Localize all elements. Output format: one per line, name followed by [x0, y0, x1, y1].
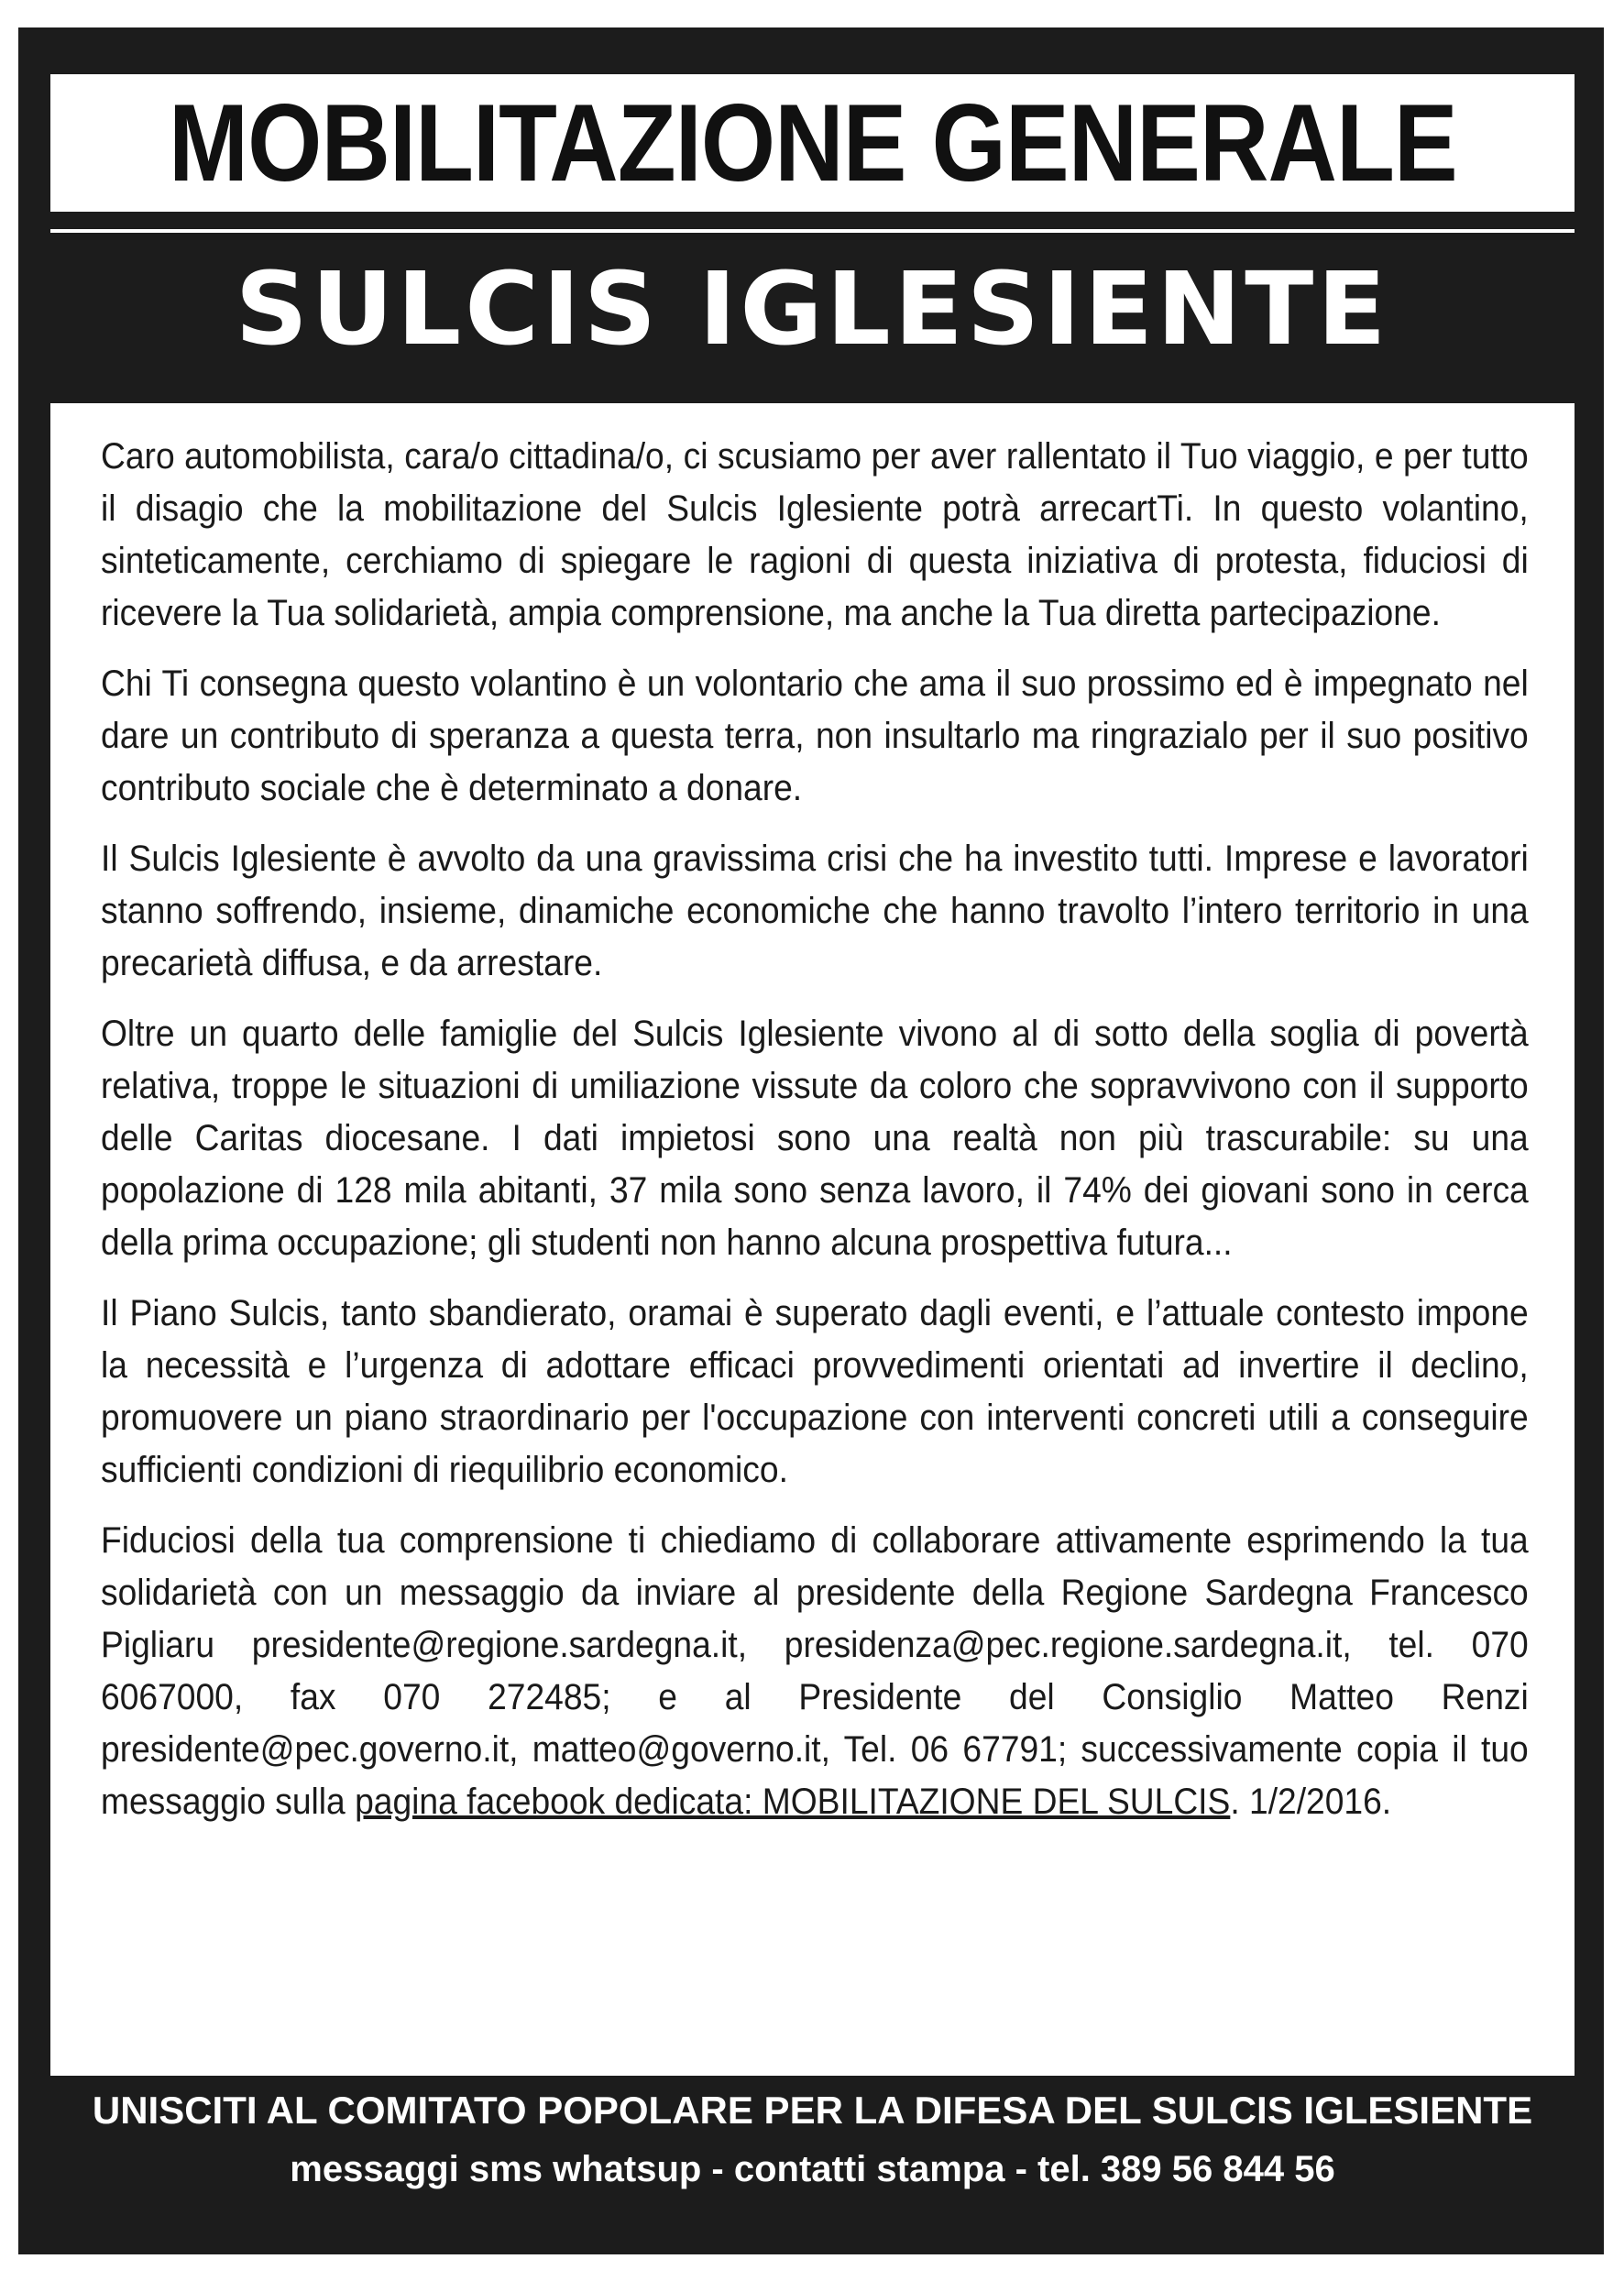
title-banner	[50, 74, 1575, 212]
date-text: . 1/2/2016.	[1230, 1782, 1392, 1822]
title-divider	[50, 229, 1575, 233]
body-text-box	[50, 403, 1575, 2076]
facebook-page-link[interactable]: pagina facebook dedicata: MOBILITAZIONE DEL SULCIS	[355, 1782, 1231, 1822]
footer-contacts: messaggi sms whatsup - contatti stampa - tel. 389 56 844 56	[290, 2149, 1335, 2189]
paragraph-poverty: Oltre un quarto delle famiglie del Sulcis Iglesiente vivono al di sotto della soglia di povertà relativa, troppe le situazioni di umiliazione vissute da coloro che sopravvivono con il supporto delle Caritas diocesane. I dati impietosi sono una realtà non più trascurabile: su una popolazione di 128 mila abitanti, 37 mila sono senza lavoro, il 74% dei giovani sono in cerca della prima occupazione; gli studenti non hanno alcuna prospettiva futura...	[101, 1014, 1529, 1263]
footer-headline: UNISCITI AL COMITATO POPOLARE PER LA DIFESA DEL SULCIS IGLESIENTE	[92, 2089, 1533, 2132]
page-subtitle: SULCIS IGLESIENTE	[235, 250, 1390, 367]
paragraph-crisis: Il Sulcis Iglesiente è avvolto da una gravissima crisi che ha investito tutti. Imprese e lavoratori stanno soffrendo, insieme, dinamiche economiche che hanno travolto l’intero territorio in una precarietà diffusa, e da arrestare.	[101, 839, 1529, 983]
paragraph-volunteer: Chi Ti consegna questo volantino è un volontario che ama il suo prossimo ed è impegnato nel dare un contributo di speranza a questa terra, non insultarlo ma ringrazialo per il suo positivo contributo sociale che è determinato a donare.	[101, 663, 1529, 808]
paragraph-call-to-action	[101, 1515, 1529, 1828]
paragraph-piano-sulcis: Il Piano Sulcis, tanto sbandierato, oramai è superato dagli eventi, e l’attuale contesto impone la necessità e l’urgenza di adottare efficaci provvedimenti orientati ad invertire il declino, promuovere un piano straordinario per l'occupazione con interventi concreti utili a conseguire sufficienti condizioni di riequilibrio economico.	[101, 1293, 1529, 1490]
call-to-action-text: Fiduciosi della tua comprensione ti chiediamo di collaborare attivamente esprimendo la tua solidarietà con un messaggio da inviare al presidente della Regione Sardegna Francesco Pigliaru presidente@regione.sardegna.it, presidenza@pec.regione.sardegna.it, tel. 070 6067000, fax 070 272485; e al Presidente del Consiglio Matteo Renzi presidente@pec.governo.it, matteo@governo.it, Tel. 06 67791; successivamente copia il tuo messaggio sulla	[101, 1520, 1529, 1822]
page-title: MOBILITAZIONE GENERALE	[168, 82, 1457, 204]
paragraph-greeting: Caro automobilista, cara/o cittadina/o, ci scusiamo per aver rallentato il Tuo viaggio, e per tutto il disagio che la mobilitazione del Sulcis Iglesiente potrà arrecartTi. In questo volantino, sinteticamente, cerchiamo di spiegare le ragioni di questa iniziativa di protesta, fiduciosi di ricevere la Tua solidarietà, ampia comprensione, ma anche la Tua diretta partecipazione.	[101, 436, 1529, 633]
